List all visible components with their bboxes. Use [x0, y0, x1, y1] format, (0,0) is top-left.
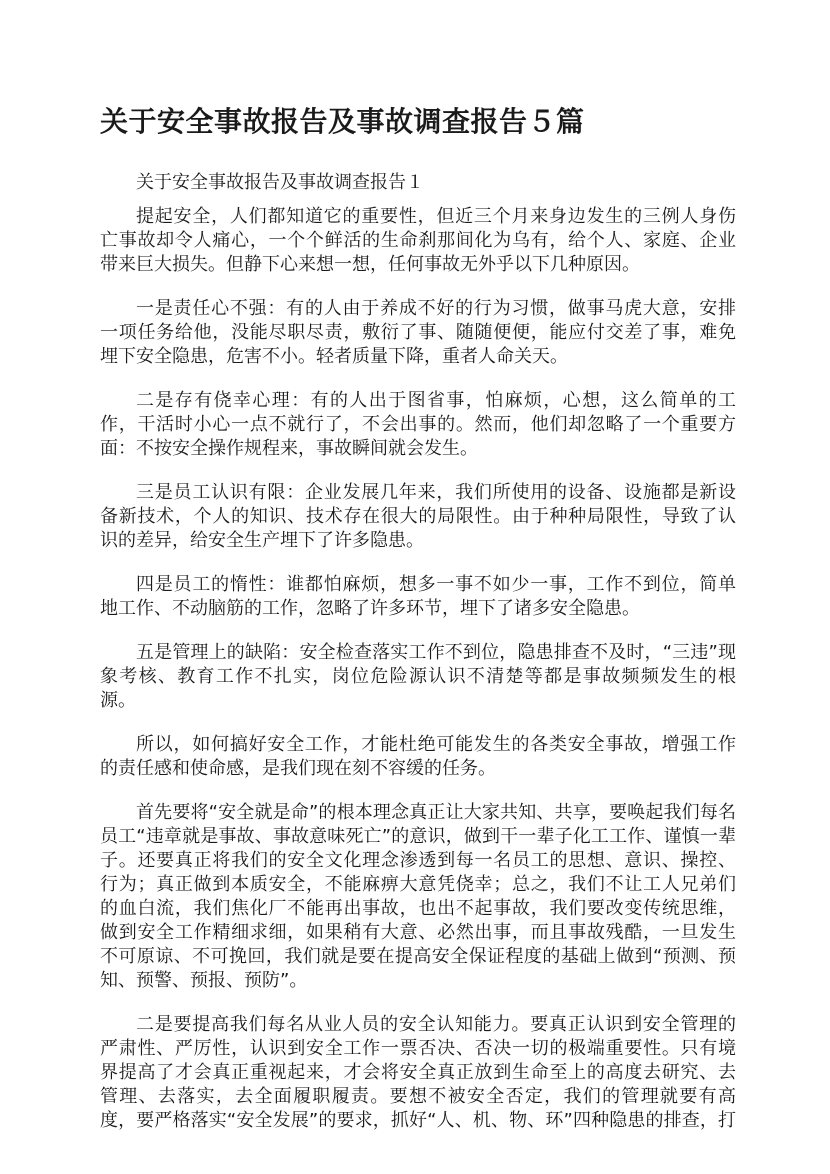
- paragraph-line: 二是要提高我们每名从业人员的安全认知能力。要真正认识到安全管理的: [136, 1014, 736, 1035]
- paragraph-line: 作，干活时小心一点不就行了，不会出事的。然而，他们却忽略了一个重要方: [100, 414, 736, 435]
- paragraph-line: 一项任务给他，没能尽职尽责，敷衍了事、随随便便，能应付交差了事，难免: [100, 322, 736, 343]
- paragraph-line: 不可原谅、不可挽回，我们就是要在提高安全保证程度的基础上做到“预测、预: [100, 946, 736, 967]
- paragraph-line: 知、预警、预报、预防”。: [100, 970, 308, 991]
- paragraph-line: 严肃性、严厉性，认识到安全工作一票否决、否决一切的极端重要性。只有境: [100, 1038, 736, 1059]
- paragraph-line: 界提高了才会真正重视起来，才会将安全真正放到生命至上的高度去研究、去: [100, 1062, 736, 1083]
- paragraph-line: 的血白流，我们焦化厂不能再出事故，也出不起事故，我们要改变传统思维，: [100, 898, 736, 919]
- paragraph-line: 地工作、不动脑筋的工作，忽略了许多环节，埋下了诸多安全隐患。: [100, 598, 640, 619]
- paragraph-line: 埋下安全隐患，危害不小。轻者质量下降，重者人命关天。: [100, 346, 568, 367]
- paragraph: [100, 1013, 736, 1133]
- paragraph-line: 子。还要真正将我们的安全文化理念渗透到每一名员工的思想、意识、操控、: [100, 850, 736, 871]
- paragraph-line: 管理、去落实，去全面履职履责。要想不被安全否定，我们的管理就要有高: [100, 1086, 736, 1107]
- paragraph-line: 二是存有侥幸心理：有的人出于图省事，怕麻烦，心想，这么简单的工: [136, 390, 736, 411]
- paragraph: [100, 733, 736, 781]
- paragraph-line: 一是责任心不强：有的人由于养成不好的行为习惯，做事马虎大意，安排: [136, 298, 736, 319]
- paragraph: [100, 297, 736, 369]
- paragraph-line: 所以，如何搞好安全工作，才能杜绝可能发生的各类安全事故，增强工作: [136, 734, 736, 755]
- paragraph-line: 首先要将“安全就是命”的根本理念真正让大家共知、共享，要唤起我们每名: [136, 802, 736, 823]
- paragraph-line: 的责任感和使命感，是我们现在刻不容缓的任务。: [100, 758, 496, 779]
- document-body: [100, 205, 736, 1153]
- paragraph-line: 象考核、教育工作不扎实，岗位危险源认识不清楚等都是事故频频发生的根: [100, 666, 736, 687]
- paragraph: [100, 801, 736, 993]
- section-heading: 关于安全事故报告及事故调查报告１: [136, 172, 424, 193]
- paragraph-line: 识的差异，给安全生产埋下了许多隐患。: [100, 530, 424, 551]
- paragraph: [100, 481, 736, 553]
- paragraph-line: 行为；真正做到本质安全，不能麻痹大意凭侥幸；总之，我们不让工人兄弟们: [100, 874, 736, 895]
- paragraph-line: 五是管理上的缺陷：安全检查落实工作不到位，隐患排查不及时，“三违”现: [136, 642, 736, 663]
- paragraph-line: 亡事故却令人痛心，一个个鲜活的生命刹那间化为乌有，给个人、家庭、企业: [100, 230, 736, 251]
- paragraph-line: 四是员工的惰性：谁都怕麻烦，想多一事不如少一事，工作不到位，简单: [136, 574, 736, 595]
- paragraph-line: 度，要严格落实“安全发展”的要求，抓好“人、机、物、环”四种隐患的排查，打: [100, 1110, 736, 1131]
- paragraph-line: 源。: [100, 690, 136, 711]
- paragraph-line: 员工“违章就是事故、事故意味死亡”的意识，做到干一辈子化工工作、谨慎一辈: [100, 826, 736, 847]
- paragraph-line: 面：不按安全操作规程来，事故瞬间就会发生。: [100, 438, 478, 459]
- paragraph: [100, 573, 736, 621]
- paragraph-line: 三是员工认识有限：企业发展几年来，我们所使用的设备、设施都是新设: [136, 482, 736, 503]
- paragraph-line: 备新技术，个人的知识、技术存在很大的局限性。由于种种局限性，导致了认: [100, 506, 736, 527]
- paragraph: [100, 205, 736, 277]
- paragraph: [100, 641, 736, 713]
- paragraph: [100, 389, 736, 461]
- paragraph-line: 带来巨大损失。但静下心来想一想，任何事故无外乎以下几种原因。: [100, 254, 640, 275]
- document-title: 关于安全事故报告及事故调查报告５篇: [100, 105, 585, 138]
- paragraph-line: 提起安全，人们都知道它的重要性，但近三个月来身边发生的三例人身伤: [136, 206, 736, 227]
- paragraph-line: 做到安全工作精细求细，如果稍有大意、必然出事，而且事故残酷，一旦发生: [100, 922, 736, 943]
